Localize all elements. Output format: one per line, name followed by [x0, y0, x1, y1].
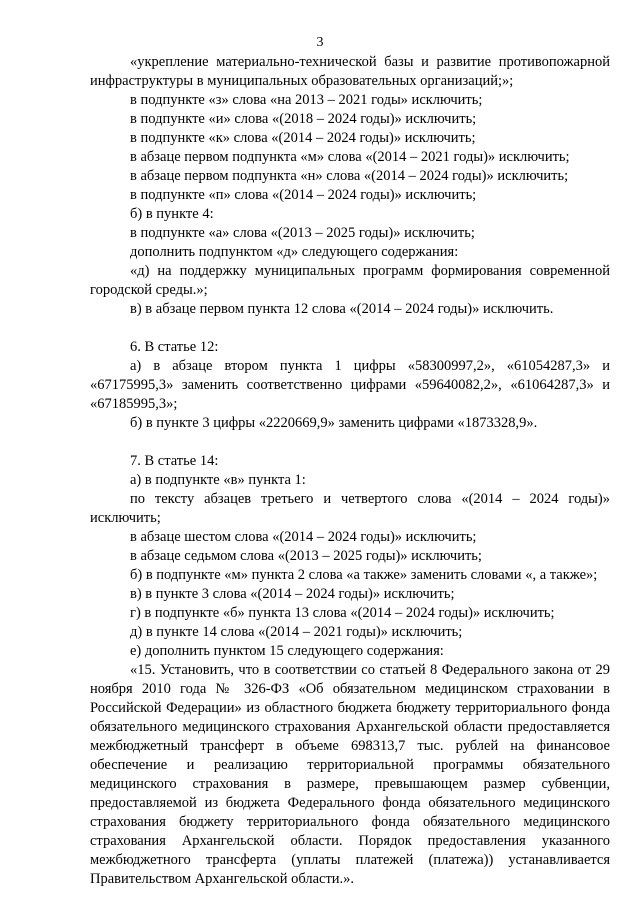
paragraph: б) в пункте 4:: [130, 206, 214, 222]
page-number: 3: [316, 35, 324, 50]
paragraph: в подпункте «а» слова «(2013 – 2025 годы)» исключить;: [130, 225, 475, 241]
document-body: [90, 53, 610, 889]
paragraph: б) в подпункте «м» пункта 2 слова «а также» заменить словами «, а также»;: [130, 567, 598, 583]
paragraph: в абзаце шестом слова «(2014 – 2024 годы)» исключить;: [130, 529, 477, 545]
paragraph: в) в абзаце первом пункта 12 слова «(2014 – 2024 годы)» исключить.: [130, 301, 554, 317]
section-heading: 6. В статье 12:: [130, 339, 219, 355]
paragraph: е) дополнить пунктом 15 следующего содержания:: [130, 643, 444, 659]
paragraph: в) в пункте 3 слова «(2014 – 2024 годы)» исключить;: [130, 586, 455, 602]
paragraph: в абзаце первом подпункта «н» слова «(2014 – 2024 годы)» исключить;: [130, 168, 569, 184]
section-heading: 7. В статье 14:: [130, 453, 219, 469]
paragraph: а) в подпункте «в» пункта 1:: [130, 472, 306, 488]
paragraph: в подпункте «к» слова «(2014 – 2024 годы)» исключить;: [130, 130, 476, 146]
paragraph: «укрепление материально-технической базы и развитие противопожарной инфраструктуры в муниципальных образовательных организаций;»;: [90, 54, 610, 89]
paragraph: по тексту абзацев третьего и четвертого слова «(2014 – 2024 годы)» исключить;: [90, 491, 610, 526]
paragraph: в абзаце первом подпункта «м» слова «(2014 – 2021 годы)» исключить;: [130, 149, 570, 165]
paragraph: а) в абзаце втором пункта 1 цифры «58300997,2», «61054287,3» и «67175995,3» заменить соответственно цифрами «59640082,2», «61064287,3» и «67185995,3»;: [90, 358, 610, 412]
paragraph: в абзаце седьмом слова «(2013 – 2025 годы)» исключить;: [130, 548, 482, 564]
paragraph: «д) на поддержку муниципальных программ формирования современной городской среды.»;: [90, 263, 610, 298]
paragraph: г) в подпункте «б» пункта 13 слова «(2014 – 2024 годы)» исключить;: [130, 605, 555, 621]
paragraph: дополнить подпунктом «д» следующего содержания:: [130, 244, 459, 260]
paragraph: в подпункте «з» слова «на 2013 – 2021 годы» исключить;: [130, 92, 483, 108]
paragraph: б) в пункте 3 цифры «2220669,9» заменить цифрами «1873328,9».: [130, 415, 538, 431]
paragraph: в подпункте «и» слова «(2018 – 2024 годы)» исключить;: [130, 111, 477, 127]
paragraph: д) в пункте 14 слова «(2014 – 2021 годы)» исключить;: [130, 624, 463, 640]
paragraph: в подпункте «п» слова «(2014 – 2024 годы)» исключить;: [130, 187, 477, 203]
paragraph: «15. Установить, что в соответствии со статьей 8 Федерального закона от 29 ноября 2010 года № 326-ФЗ «Об обязательном медицинском страховании в Российской Федерации» из областного бюджета бюджету территориального фонда обязательного медицинского страхования Архангельской области предоставляется межбюджетный трансферт в объеме 698313,7 тыс. рублей на финансовое обеспечение и реализацию территориальной программы обязательного медицинского страхования в размере, превышающем размер субвенции, предоставляемой из бюджета Федерального фонда обязательного медицинского страхования бюджету территориального фонда обязательного медицинского страхования Архангельской области. Порядок предоставления указанного межбюджетного трансферта (уплаты платежей (платежа)) устанавливается Правительством Архангельской области.».: [90, 662, 610, 887]
